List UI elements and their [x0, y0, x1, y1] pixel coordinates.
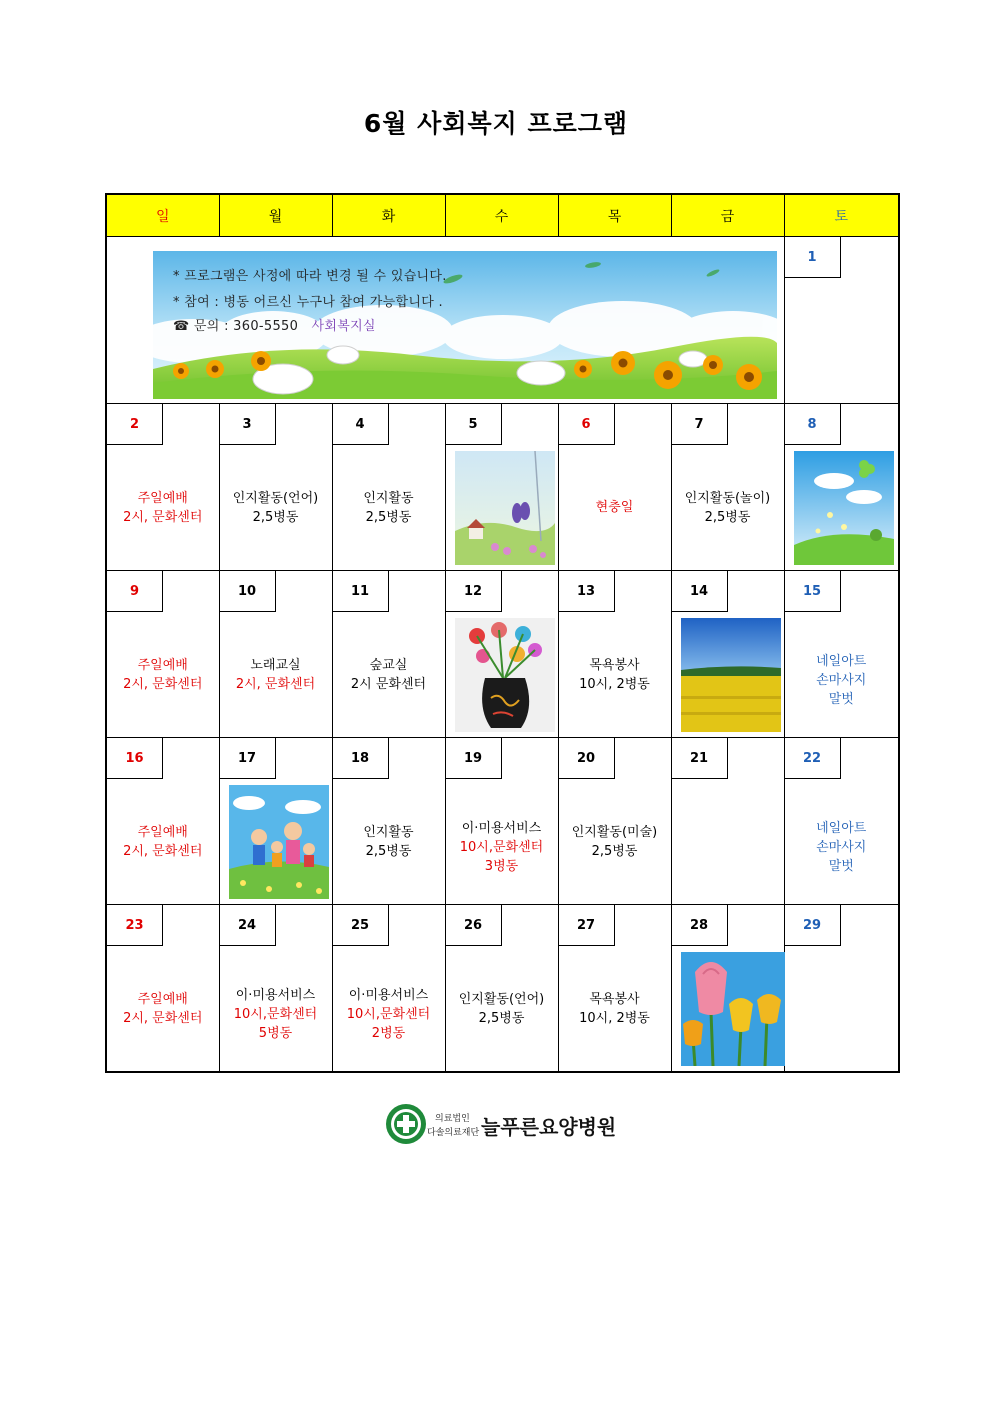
program-line: 숲교실	[369, 657, 408, 673]
notice-banner	[153, 251, 777, 399]
program-line: 2,5병동	[591, 843, 638, 859]
program-line: 인지활동	[363, 824, 414, 840]
day-number: 7	[672, 404, 728, 445]
day-cell-7	[671, 404, 784, 571]
program-line: 목욕봉사	[589, 991, 640, 1007]
program-line: 주일예배	[137, 490, 188, 506]
program-line: 2,5병동	[704, 509, 751, 525]
weekday-mon: 월	[219, 194, 332, 237]
program-text	[785, 779, 899, 904]
week-row-2	[106, 404, 899, 571]
flower-vase-image	[455, 618, 555, 732]
hospital-logo-icon	[385, 1103, 427, 1145]
day-cell-15	[784, 571, 899, 738]
day-number: 21	[672, 738, 728, 779]
notice-line-change: * 프로그램은 사정에 따라 변경 될 수 있습니다.	[173, 269, 447, 284]
day-cell-23	[106, 905, 219, 1073]
program-line: 인지활동(미술)	[571, 824, 658, 840]
program-line: 인지활동	[363, 490, 414, 506]
day-number: 17	[220, 738, 276, 779]
day-cell-29	[784, 905, 899, 1073]
program-line: 2,5병동	[365, 843, 412, 859]
day-number: 9	[107, 571, 163, 612]
day-cell-6	[558, 404, 671, 571]
program-line: 5병동	[258, 1026, 293, 1041]
program-text	[333, 445, 445, 570]
program-line: 목욕봉사	[589, 657, 640, 673]
week-row-3	[106, 571, 899, 738]
program-line: 손마사지	[816, 840, 867, 855]
weekday-sun: 일	[106, 194, 219, 237]
program-line: 2,5병동	[478, 1010, 525, 1026]
program-text	[446, 946, 558, 1071]
program-text	[785, 612, 899, 737]
program-line: 인지활동(언어)	[232, 490, 319, 506]
page-title: 6월 사회복지 프로그램	[363, 109, 629, 138]
program-text	[107, 612, 219, 737]
day-cell-3	[219, 404, 332, 571]
day-cell-27	[558, 905, 671, 1073]
program-line: 2시 문화센터	[350, 676, 427, 692]
weekday-fri: 금	[671, 194, 784, 237]
day-cell-22	[784, 738, 899, 905]
day-number: 16	[107, 738, 163, 779]
program-line: 이·미용서비스	[348, 988, 429, 1003]
day-cell-20	[558, 738, 671, 905]
weekday-sat: 토	[784, 194, 899, 237]
calendar-table	[105, 193, 900, 1073]
day-number: 25	[333, 905, 389, 946]
program-line: 3병동	[484, 859, 519, 874]
foundation-name: 다솔의료재단	[427, 1128, 480, 1138]
program-text	[107, 946, 219, 1071]
program-line: 이·미용서비스	[235, 988, 316, 1003]
day-cell-14	[671, 571, 784, 738]
day-cell-10	[219, 571, 332, 738]
day-number: 14	[672, 571, 728, 612]
program-line: 네일아트	[816, 821, 867, 836]
program-line: 2병동	[371, 1026, 406, 1041]
program-text	[559, 445, 671, 570]
notice-line-participation: * 참여 : 병동 어르신 누구나 참여 가능합니다 .	[173, 295, 443, 310]
tulips-image	[681, 952, 781, 1066]
day-number: 8	[785, 404, 841, 445]
program-text	[333, 946, 445, 1071]
day-number: 10	[220, 571, 276, 612]
day-cell-9	[106, 571, 219, 738]
program-line: 2시, 문화센터	[235, 676, 316, 692]
program-line: 10시,문화센터	[233, 1007, 318, 1022]
day-number: 26	[446, 905, 502, 946]
weekday-tue: 화	[332, 194, 445, 237]
day-number: 24	[220, 905, 276, 946]
day-number: 27	[559, 905, 615, 946]
program-text	[220, 612, 332, 737]
program-text	[220, 946, 332, 1071]
hospital-footer	[385, 1103, 645, 1147]
week-row-5	[106, 905, 899, 1073]
day-number: 18	[333, 738, 389, 779]
program-line: 인지활동(놀이)	[684, 490, 771, 506]
program-line: 네일아트	[816, 654, 867, 669]
program-text	[559, 779, 671, 904]
notice-line-contact	[173, 315, 376, 334]
day-number: 28	[672, 905, 728, 946]
day-cell-13	[558, 571, 671, 738]
program-text	[333, 779, 445, 904]
program-text	[672, 445, 784, 570]
program-text	[333, 612, 445, 737]
program-line: 손마사지	[816, 673, 867, 688]
program-line: 주일예배	[137, 824, 188, 840]
program-text	[446, 779, 558, 904]
day-cell-16	[106, 738, 219, 905]
program-line: 10시,문화센터	[346, 1007, 431, 1022]
day-cell-26	[445, 905, 558, 1073]
program-line: 말벗	[828, 859, 854, 874]
program-line: 2시, 문화센터	[123, 509, 203, 525]
day-cell-24	[219, 905, 332, 1073]
day-number: 4	[333, 404, 389, 445]
day-cell-11	[332, 571, 445, 738]
corp-type-label: 의료법인	[435, 1114, 470, 1124]
day-number: 19	[446, 738, 502, 779]
day-cell-18	[332, 738, 445, 905]
day-number: 15	[785, 571, 841, 612]
day-cell-21	[671, 738, 784, 905]
contact-department: 사회복지실	[311, 319, 376, 334]
program-line: 말벗	[828, 692, 854, 707]
day-cell-8	[784, 404, 899, 571]
program-line: 2시, 문화센터	[123, 843, 203, 859]
day-number: 23	[107, 905, 163, 946]
program-line: 주일예배	[137, 657, 188, 673]
notice-banner-cell	[106, 237, 784, 404]
day-cell-1	[784, 237, 899, 404]
day-number: 1	[785, 237, 841, 278]
program-text	[220, 445, 332, 570]
week-row-4	[106, 738, 899, 905]
program-text	[559, 946, 671, 1071]
day-number: 20	[559, 738, 615, 779]
day-number: 11	[333, 571, 389, 612]
day-number: 2	[107, 404, 163, 445]
program-line: 주일예배	[137, 991, 188, 1007]
day-cell-17	[219, 738, 332, 905]
weekday-wed: 수	[445, 194, 558, 237]
program-line: 인지활동(언어)	[458, 991, 545, 1007]
program-line: 10시, 2병동	[579, 676, 650, 692]
program-line: 이·미용서비스	[461, 821, 542, 836]
program-line: 2,5병동	[252, 509, 299, 525]
butterfly-meadow-image	[455, 451, 555, 565]
week-row-1	[106, 237, 899, 404]
weekday-header-row	[106, 194, 899, 237]
day-number: 22	[785, 738, 841, 779]
program-text	[107, 445, 219, 570]
day-cell-12	[445, 571, 558, 738]
day-cell-4	[332, 404, 445, 571]
day-number: 12	[446, 571, 502, 612]
day-cell-2	[106, 404, 219, 571]
program-line: 2시, 문화센터	[123, 1010, 203, 1026]
program-line: 10시, 2병동	[579, 1010, 650, 1026]
weekday-thu: 목	[558, 194, 671, 237]
program-line: 노래교실	[250, 657, 301, 673]
day-cell-25	[332, 905, 445, 1073]
program-line: 현충일	[595, 500, 634, 515]
program-text	[107, 779, 219, 904]
contact-phone: ☎ 문의 : 360-5550	[173, 319, 299, 334]
day-number: 5	[446, 404, 502, 445]
program-text	[559, 612, 671, 737]
day-number: 6	[559, 404, 615, 445]
rapeseed-field-image	[681, 618, 781, 732]
day-number: 29	[785, 905, 841, 946]
day-cell-28	[671, 905, 784, 1073]
program-line: 2시, 문화센터	[123, 676, 203, 692]
family-cartoon-image	[229, 785, 329, 899]
clover-sky-image	[794, 451, 894, 565]
program-line: 10시,문화센터	[459, 840, 544, 855]
day-number: 3	[220, 404, 276, 445]
day-cell-19	[445, 738, 558, 905]
program-line: 2,5병동	[365, 509, 412, 525]
day-cell-5	[445, 404, 558, 571]
day-number: 13	[559, 571, 615, 612]
hospital-name: 늘푸른요양병원	[481, 1115, 617, 1139]
